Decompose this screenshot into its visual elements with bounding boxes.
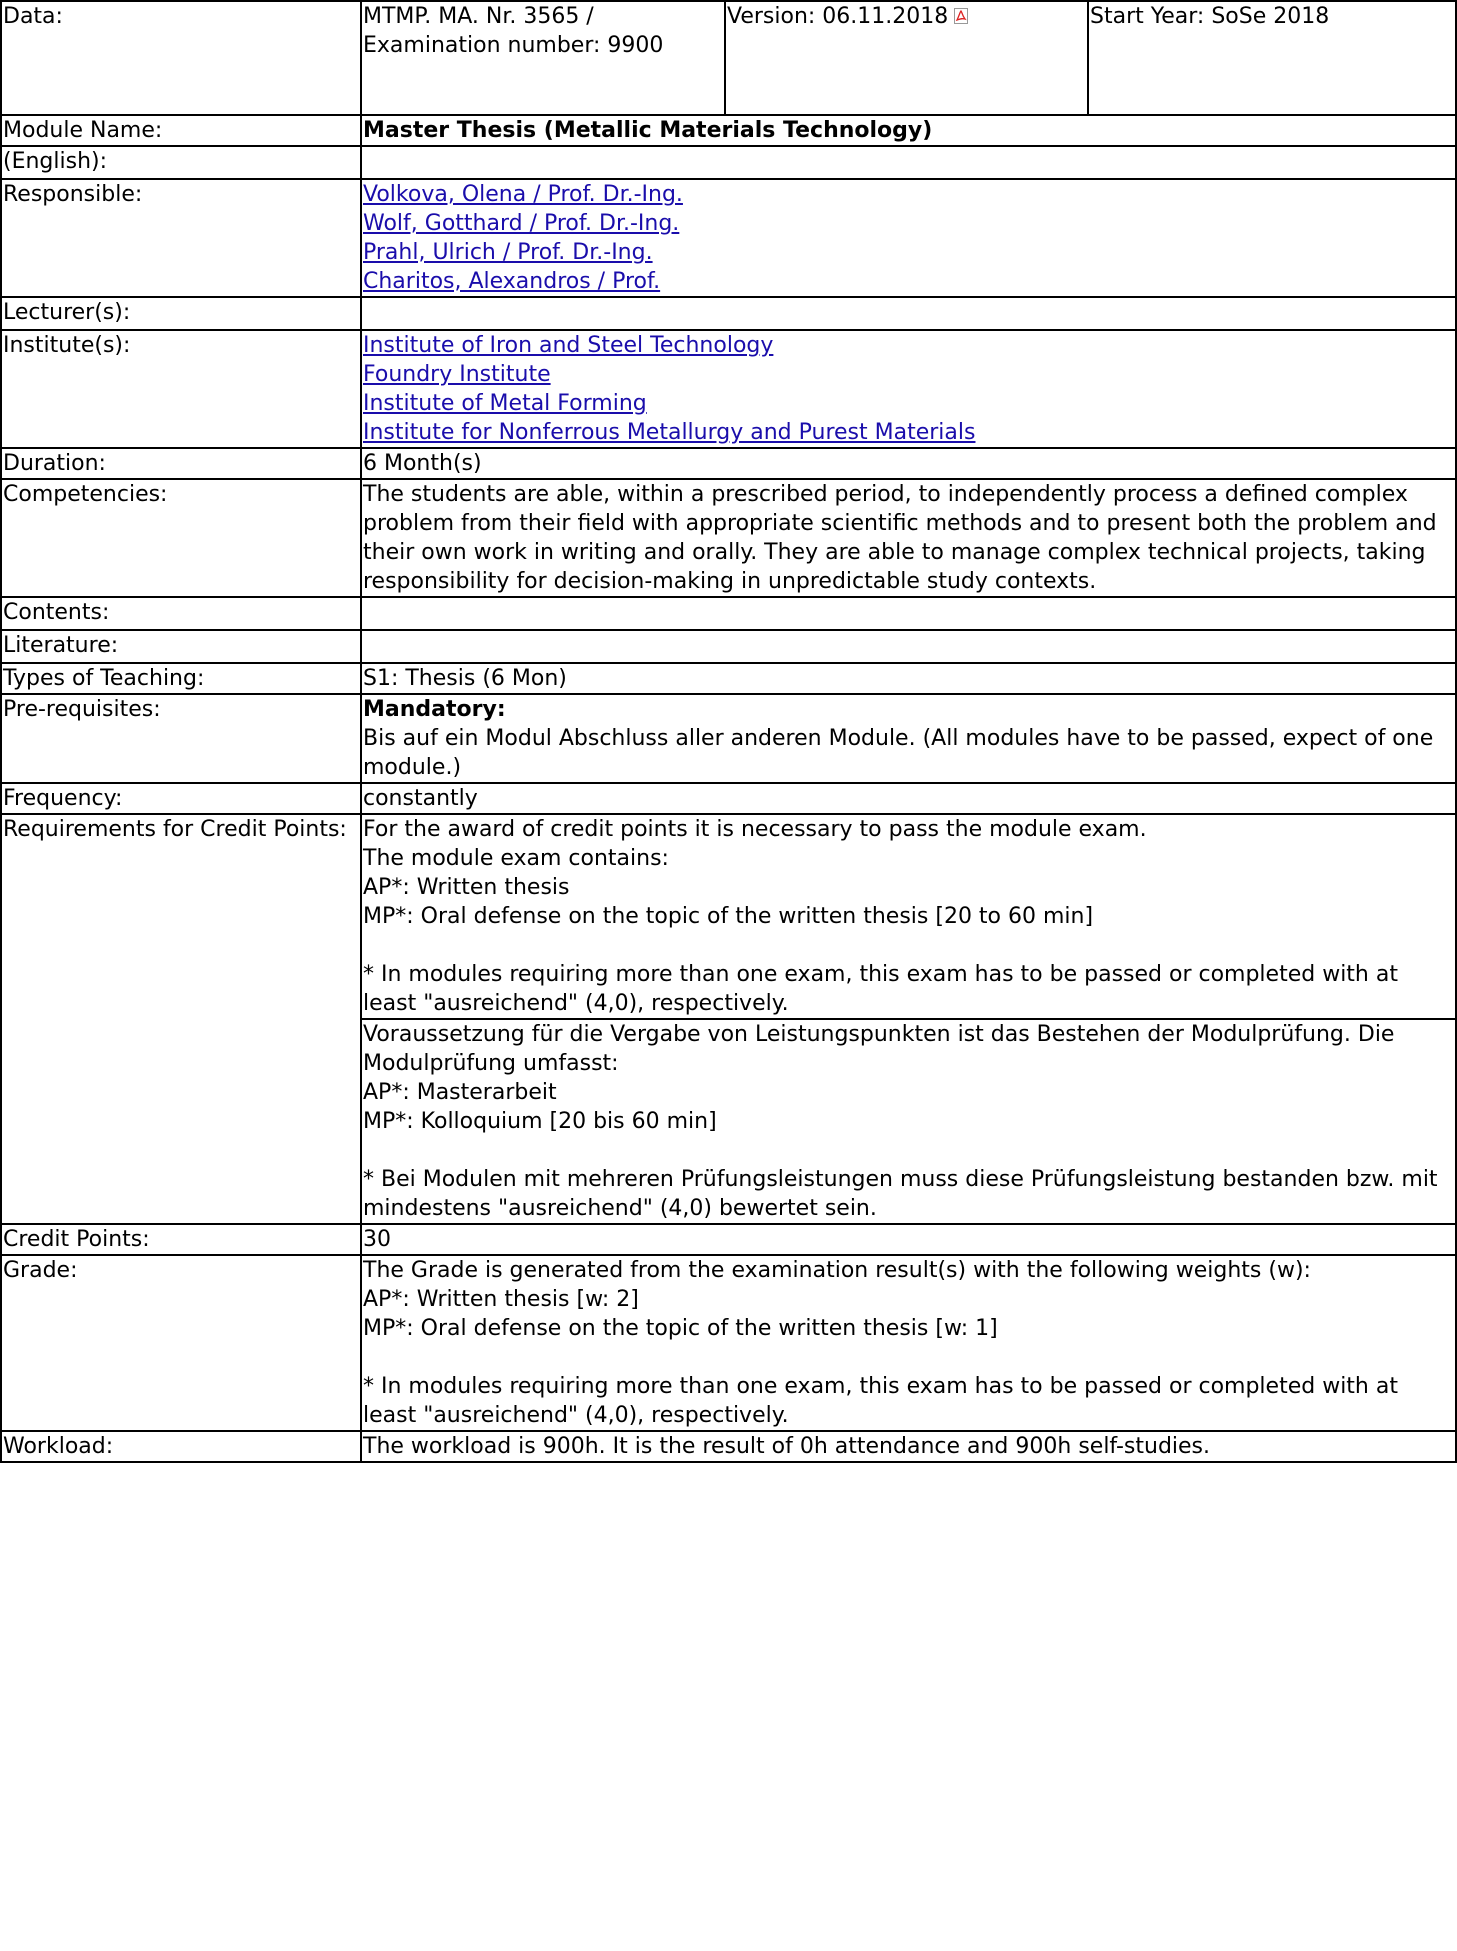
row-types-of-teaching	[1, 663, 1456, 694]
lecturers-value	[361, 297, 1456, 330]
requirements-en-value	[361, 814, 1456, 1019]
data-label: Data:	[1, 1, 361, 115]
row-competencies	[1, 479, 1456, 597]
frequency-value: constantly	[361, 783, 1456, 814]
row-workload	[1, 1431, 1456, 1462]
grade-label: Grade:	[1, 1255, 361, 1431]
pdf-icon[interactable]	[954, 8, 968, 24]
competencies-label: Competencies:	[1, 479, 361, 597]
prerequisites-value	[361, 694, 1456, 783]
institute-link-nonferrous[interactable]: Institute for Nonferrous Metallurgy and Purest Materials	[363, 420, 976, 445]
row-english	[1, 146, 1456, 179]
responsible-link-charitos[interactable]: Charitos, Alexandros / Prof.	[363, 269, 661, 294]
types-of-teaching-label: Types of Teaching:	[1, 663, 361, 694]
requirements-de-mp: MP*: Kolloquium [20 bis 60 min]	[363, 1109, 717, 1134]
responsible-link-volkova[interactable]: Volkova, Olena / Prof. Dr.-Ing.	[363, 182, 683, 207]
prerequisites-label: Pre-requisites:	[1, 694, 361, 783]
module-name-value: Master Thesis (Metallic Materials Technology)	[361, 115, 1456, 146]
start-year: Start Year: SoSe 2018	[1088, 1, 1456, 115]
workload-label: Workload:	[1, 1431, 361, 1462]
institutes-label: Institute(s):	[1, 330, 361, 448]
row-lecturers	[1, 297, 1456, 330]
grade-note: * In modules requiring more than one exam, this exam has to be passed or completed with at least "ausreichend" (4,0), respectively.	[363, 1374, 1398, 1428]
row-institutes	[1, 330, 1456, 448]
requirements-en-note: * In modules requiring more than one exam, this exam has to be passed or completed with at least "ausreichend" (4,0), respectively.	[363, 962, 1398, 1016]
requirements-label: Requirements for Credit Points:	[1, 814, 361, 1224]
responsible-label: Responsible:	[1, 179, 361, 297]
blank-line	[363, 1343, 1455, 1372]
row-contents	[1, 597, 1456, 630]
row-requirements-en	[1, 814, 1456, 1019]
grade-value	[361, 1255, 1456, 1431]
institutes-list	[361, 330, 1456, 448]
institute-link-foundry[interactable]: Foundry Institute	[363, 362, 551, 387]
requirements-en-ap: AP*: Written thesis	[363, 875, 570, 900]
version-text: Version: 06.11.2018	[727, 4, 949, 29]
workload-value: The workload is 900h. It is the result of 0h attendance and 900h self-studies.	[361, 1431, 1456, 1462]
blank-line	[363, 1136, 1455, 1165]
row-frequency	[1, 783, 1456, 814]
types-of-teaching-value: S1: Thesis (6 Mon)	[361, 663, 1456, 694]
duration-value: 6 Month(s)	[361, 448, 1456, 479]
requirements-en-mp: MP*: Oral defense on the topic of the written thesis [20 to 60 min]	[363, 904, 1094, 929]
grade-mp: MP*: Oral defense on the topic of the written thesis [w: 1]	[363, 1316, 998, 1341]
row-module-name	[1, 115, 1456, 146]
requirements-de-intro: Voraussetzung für die Vergabe von Leistungspunkten ist das Bestehen der Modulprüfung. Die Modulprüfung umfasst:	[363, 1022, 1395, 1076]
duration-label: Duration:	[1, 448, 361, 479]
row-prerequisites	[1, 694, 1456, 783]
institute-link-metal-forming[interactable]: Institute of Metal Forming	[363, 391, 647, 416]
english-value	[361, 146, 1456, 179]
credit-points-value: 30	[361, 1224, 1456, 1255]
contents-value	[361, 597, 1456, 630]
requirements-en-contains: The module exam contains:	[363, 846, 669, 871]
version-cell	[725, 1, 1088, 115]
contents-label: Contents:	[1, 597, 361, 630]
institute-link-iron-steel[interactable]: Institute of Iron and Steel Technology	[363, 333, 774, 358]
header-row	[1, 1, 1456, 115]
frequency-label: Frequency:	[1, 783, 361, 814]
literature-label: Literature:	[1, 630, 361, 663]
requirements-de-ap: AP*: Masterarbeit	[363, 1080, 557, 1105]
requirements-en-intro: For the award of credit points it is necessary to pass the module exam.	[363, 817, 1147, 842]
responsible-link-prahl[interactable]: Prahl, Ulrich / Prof. Dr.-Ing.	[363, 240, 653, 265]
lecturers-label: Lecturer(s):	[1, 297, 361, 330]
blank-line	[363, 931, 1455, 960]
competencies-value: The students are able, within a prescribed period, to independently process a defined complex problem from their field with appropriate scientific methods and to present both the problem and their own work in writing and orally. They are able to manage complex technical projects, taking responsibility for decision-making in unpredictable study contexts.	[361, 479, 1456, 597]
row-duration	[1, 448, 1456, 479]
row-literature	[1, 630, 1456, 663]
examination-number: MTMP. MA. Nr. 3565 / Examination number: 9900	[361, 1, 725, 115]
row-grade	[1, 1255, 1456, 1431]
module-name-label: Module Name:	[1, 115, 361, 146]
requirements-de-note: * Bei Modulen mit mehreren Prüfungsleistungen muss diese Prüfungsleistung bestanden bzw. mit mindestens "ausreichend" (4,0) bewertet sein.	[363, 1167, 1438, 1221]
grade-ap: AP*: Written thesis [w: 2]	[363, 1287, 639, 1312]
grade-intro: The Grade is generated from the examination result(s) with the following weights (w):	[363, 1258, 1311, 1283]
responsible-link-wolf[interactable]: Wolf, Gotthard / Prof. Dr.-Ing.	[363, 211, 680, 236]
literature-value	[361, 630, 1456, 663]
row-responsible	[1, 179, 1456, 297]
row-credit-points	[1, 1224, 1456, 1255]
requirements-de-value	[361, 1019, 1456, 1224]
prerequisites-heading: Mandatory:	[363, 697, 506, 722]
responsible-list	[361, 179, 1456, 297]
credit-points-label: Credit Points:	[1, 1224, 361, 1255]
prerequisites-text: Bis auf ein Modul Abschluss aller anderen Module. (All modules have to be passed, expect of one module.)	[363, 726, 1434, 780]
english-label: (English):	[1, 146, 361, 179]
